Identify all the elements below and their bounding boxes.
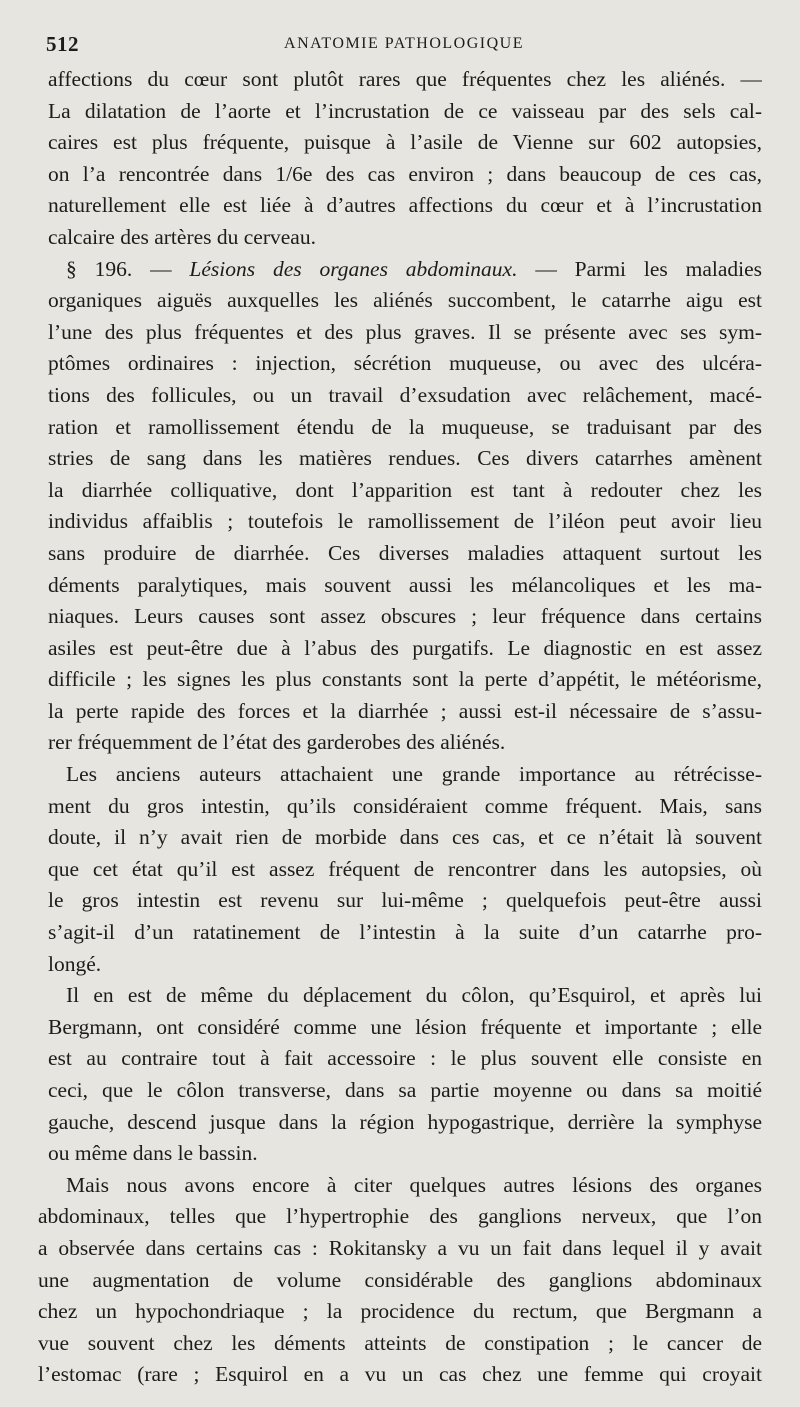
section-heading-line xyxy=(48,254,762,286)
text-line: asiles est peut-être due à l’abus des purgatifs. Le diagnostic en est assez xyxy=(48,635,762,660)
text-line: naturellement elle est liée à d’autres affections du cœur et à l’incrustation xyxy=(48,193,762,218)
text-line: difficile ; les signes les plus constants sont la perte d’appétit, le météorisme, xyxy=(48,667,762,692)
text-line: affections du cœur sont plutôt rares que fréquentes chez les aliénés. — xyxy=(48,67,762,91)
section-text: — Parmi les maladies xyxy=(517,256,762,281)
running-title: ANATOMIE PATHOLOGIQUE xyxy=(284,35,524,52)
page-header xyxy=(46,30,762,60)
text-line: l’une des plus fréquentes et des plus graves. Il se présente avec ses sym- xyxy=(48,319,762,344)
text-line: gauche, descend jusque dans la région hypogastrique, derrière la symphyse xyxy=(48,1109,762,1134)
text-line: Il en est de même du déplacement du côlon, qu’Esquirol, et après lui xyxy=(66,983,762,1008)
page-number: 512 xyxy=(46,32,79,56)
text-line: la diarrhée colliquative, dont l’apparition est tant à redouter chez les xyxy=(48,477,762,502)
text-line: ment du gros intestin, qu’ils considéraient comme fréquent. Mais, sans xyxy=(48,793,762,818)
text-line: niaques. Leurs causes sont assez obscures ; leur fréquence dans certains xyxy=(48,604,762,629)
text-line: longé. xyxy=(48,951,102,976)
text-line: abdominaux, telles que l’hypertrophie des ganglions nerveux, que l’on xyxy=(38,1204,762,1229)
text-line: ration et ramollissement étendu de la muqueuse, se traduisant par des xyxy=(48,414,762,439)
text-line: La dilatation de l’aorte et l’incrustation de ce vaisseau par des sels cal- xyxy=(48,98,762,123)
text-line: doute, il n’y avait rien de morbide dans ces cas, et ce n’était là souvent xyxy=(48,825,762,850)
text-line: une augmentation de volume considérable des ganglions abdominaux xyxy=(38,1267,762,1292)
text-line: le gros intestin est revenu sur lui-même ; quelquefois peut-être aussi xyxy=(48,888,762,913)
text-line: caires est plus fréquente, puisque à l’asile de Vienne sur 602 autopsies, xyxy=(48,130,762,155)
text-line: organiques aiguës auxquelles les aliénés succombent, le catarrhe aigu est xyxy=(48,288,762,313)
text-line: que cet état qu’il est assez fréquent de rencontrer dans les autopsies, où xyxy=(48,856,762,881)
section-title: Lésions des organes abdominaux. xyxy=(189,256,518,281)
text-line: la perte rapide des forces et la diarrhée ; aussi est-il nécessaire de s’assu- xyxy=(48,698,762,723)
body-text xyxy=(38,64,762,1391)
text-line: rer fréquemment de l’état des garderobes des aliénés. xyxy=(48,730,506,755)
text-line: individus affaiblis ; toutefois le ramollissement de l’iléon peut avoir lieu xyxy=(48,509,762,534)
text-line: ceci, que le côlon transverse, dans sa partie moyenne ou dans sa moitié xyxy=(48,1078,762,1102)
text-line: est au contraire tout à fait accessoire : le plus souvent elle consiste en xyxy=(48,1046,762,1071)
text-line: ptômes ordinaires : injection, sécrétion muqueuse, ou avec des ulcéra- xyxy=(48,351,762,376)
section-number: § 196. — xyxy=(66,256,190,281)
text-line: Mais nous avons encore à citer quelques autres lésions des organes xyxy=(66,1172,762,1197)
text-line: ou même dans le bassin. xyxy=(48,1141,258,1166)
text-line: Bergmann, ont considéré comme une lésion fréquente et importante ; elle xyxy=(48,1014,762,1039)
text-line: déments paralytiques, mais souvent aussi les mélancoliques et les ma- xyxy=(48,572,762,597)
text-line: vue souvent chez les déments atteints de constipation ; le cancer de xyxy=(38,1330,762,1355)
text-line: on l’a rencontrée dans 1/6e des cas environ ; dans beaucoup de ces cas, xyxy=(48,161,762,186)
text-line: a observée dans certains cas : Rokitansky a vu un fait dans lequel il y avait xyxy=(38,1235,762,1260)
text-line: calcaire des artères du cerveau. xyxy=(48,224,316,249)
text-line: stries de sang dans les matières rendues. Ces divers catarrhes amènent xyxy=(48,446,762,471)
text-line: chez un hypochondriaque ; la procidence du rectum, que Bergmann a xyxy=(38,1299,762,1324)
text-line: l’estomac (rare ; Esquirol en a vu un cas chez une femme qui croyait xyxy=(38,1362,762,1387)
text-line: tions des follicules, ou un travail d’exsudation avec relâchement, macé- xyxy=(48,382,762,407)
text-line: Les anciens auteurs attachaient une grande importance au rétrécisse- xyxy=(66,762,762,787)
text-line: sans produire de diarrhée. Ces diverses maladies attaquent surtout les xyxy=(48,540,762,565)
text-line: s’agit-il d’un ratatinement de l’intestin à la suite d’un catarrhe pro- xyxy=(48,920,762,945)
